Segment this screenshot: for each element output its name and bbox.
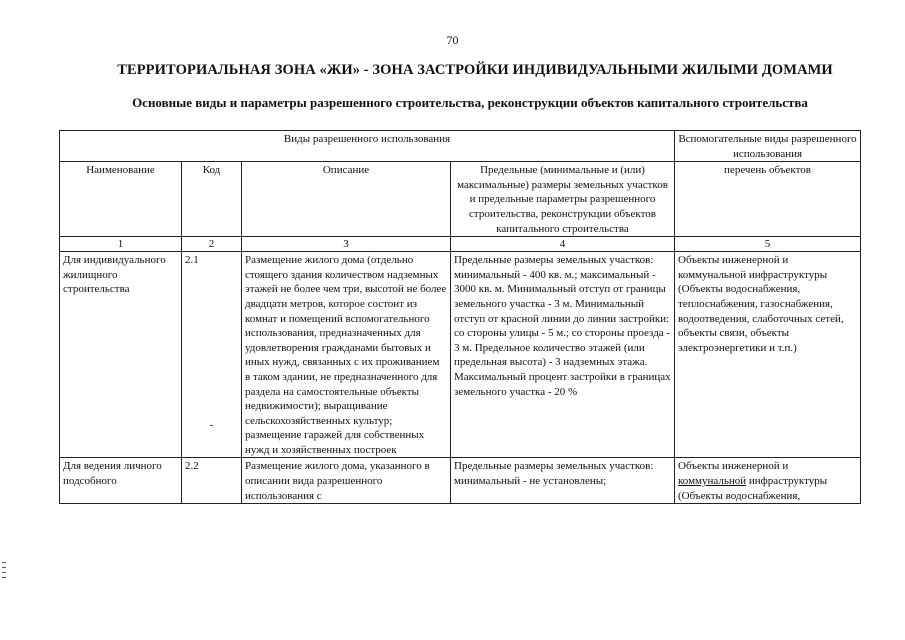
header-columns-row <box>60 162 861 237</box>
row-params: Предельные размеры земельных участков: минимальный - не установлены; <box>451 458 675 504</box>
column-number: 3 <box>242 237 451 252</box>
header-group-row <box>60 131 861 162</box>
row-description: Размещение жилого дома, указанного в описании вида разрешенного использования с <box>242 458 451 504</box>
row-code: 2.1 <box>185 254 199 267</box>
row-aux-text: инфраструктуры (Объекты водоснабжения, <box>678 475 828 502</box>
zoning-table <box>59 130 861 504</box>
table-title: Основные виды и параметры разрешенного строительства, реконструкции объектов капитального строительства <box>132 95 808 110</box>
row-name: Для ведения личного подсобного <box>60 458 182 504</box>
row-params: Предельные размеры земельных участков: минимальный - 400 кв. м.; максимальный - 3000 кв. м. Минимальный отступ от границы земельного участка - 3 м. Минимальный отступ от красной линии до линии застройки: со стороны улицы - 5 м.; со стороны проезда - 3 м. Предельное количество этажей (или предельная высота) - 3 надземных этажа. Максимальный процент застройки в границах земельного участка - 20 % <box>451 252 675 458</box>
header-aux-group: Вспомогательные виды разрешенного использования <box>675 131 861 162</box>
row-aux-underlined: коммунальной <box>678 475 747 488</box>
column-number: 5 <box>675 237 861 252</box>
header-main-group: Виды разрешенного использования <box>60 131 675 162</box>
table-row <box>60 458 861 504</box>
row-code-cell <box>182 252 242 458</box>
header-aux-list: перечень объектов <box>675 162 861 237</box>
row-aux <box>675 458 861 504</box>
row-name: Для индивидуального жилищного строительства <box>60 252 182 458</box>
header-name: Наименование <box>60 162 182 237</box>
page-number: 70 <box>446 33 459 47</box>
row-aux: Объекты инженерной и коммунальной инфраструктуры (Объекты водоснабжения, теплоснабжения, газоснабжения, водоотведения, слаботочных сетей, объекты связи, объекты электроэнергетики и т.п.) <box>675 252 861 458</box>
row-code: 2.2 <box>182 458 242 504</box>
header-params: Предельные (минимальные и (или) максимальные) размеры земельных участков и предельные параметры разрешенного строительства, реконструкции объектов капитального строительства <box>451 162 675 237</box>
column-number-row <box>60 237 861 252</box>
zone-title: ТЕРРИТОРИАЛЬНАЯ ЗОНА «ЖИ» - ЗОНА ЗАСТРОЙКИ ИНДИВИДУАЛЬНЫМИ ЖИЛЫМИ ДОМАМИ <box>117 62 833 78</box>
row-aux-text: Объекты инженерной и <box>678 460 789 473</box>
scan-edge-marks <box>2 562 6 582</box>
column-number: 2 <box>182 237 242 252</box>
header-code: Код <box>182 162 242 237</box>
table-row <box>60 252 861 458</box>
header-description: Описание <box>242 162 451 237</box>
row-code-mark: - <box>209 418 214 431</box>
column-number: 4 <box>451 237 675 252</box>
row-description: Размещение жилого дома (отдельно стоящего здания количеством надземных этажей не более чем три, высотой не более двадцати метров, которое состоит из комнат и помещений вспомогательного использования, предназначенных для удовлетворения гражданами бытовых и иных нужд, связанных с их проживанием в таком здании, не предназначенного для раздела на самостоятельные объекты недвижимости); выращивание сельскохозяйственных культур; размещение гаражей для собственных нужд и хозяйственных построек <box>242 252 451 458</box>
column-number: 1 <box>60 237 182 252</box>
